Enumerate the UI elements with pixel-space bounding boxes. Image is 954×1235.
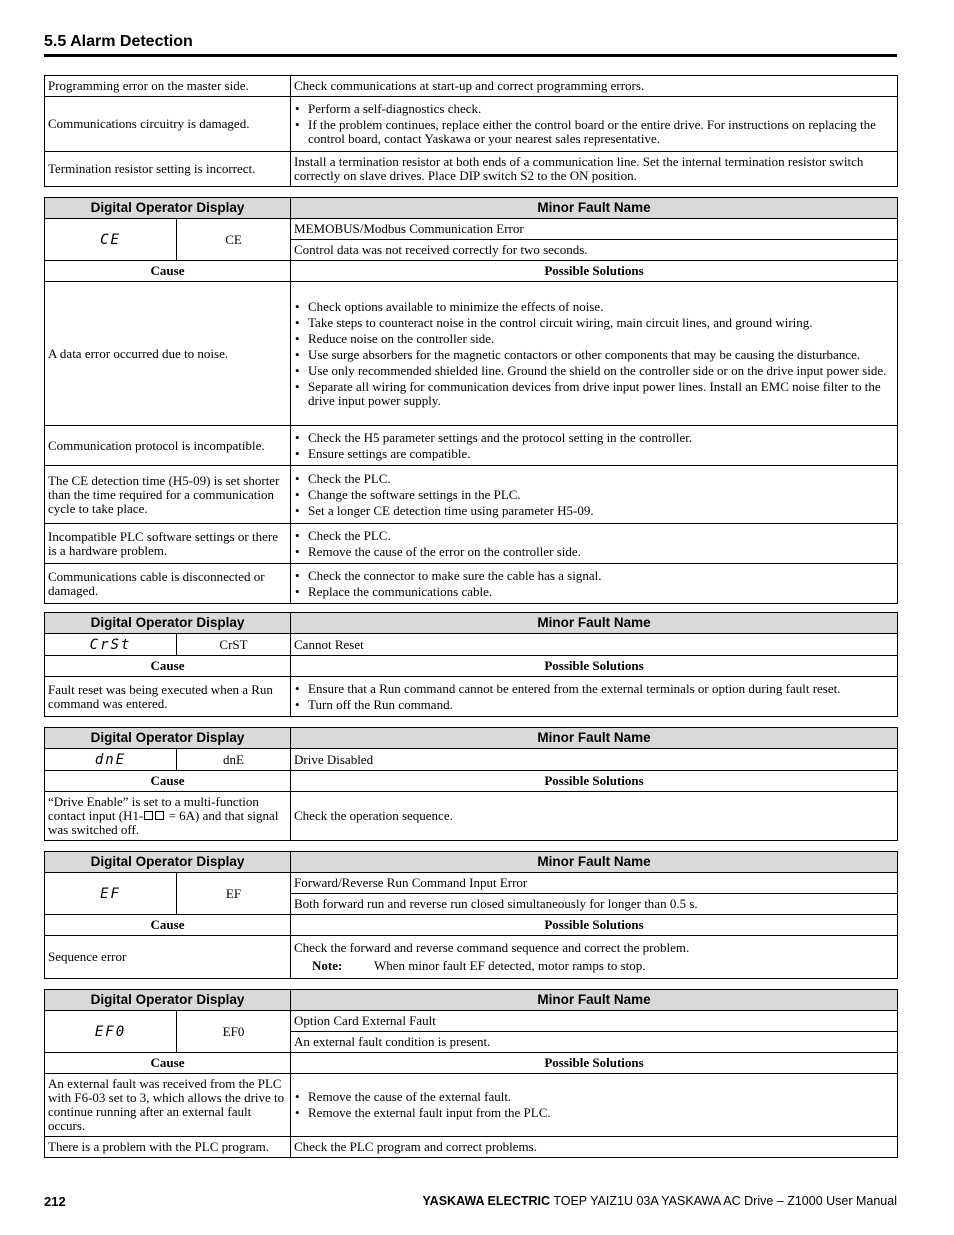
page-number: 212 <box>44 1194 66 1209</box>
fault-description-cell: Both forward run and reverse run closed simultaneously for longer than 0.5 s. <box>291 894 898 915</box>
display-header: Digital Operator Display <box>45 613 291 634</box>
table-row <box>45 1011 898 1032</box>
fault-name-cell: Forward/Reverse Run Command Input Error <box>291 873 898 894</box>
table-header-row <box>45 728 898 749</box>
table-row <box>45 677 898 717</box>
table-subheader-row <box>45 1053 898 1074</box>
table-row <box>45 936 898 979</box>
fault-name-cell: Cannot Reset <box>291 634 898 656</box>
table-row <box>45 792 898 841</box>
table-row <box>45 219 898 240</box>
cause-text-start: “Drive Enable” is set to a multi-function contact input (H1- <box>48 794 259 823</box>
cause-cell: There is a problem with the PLC program. <box>45 1137 291 1158</box>
led-display-cell <box>45 219 177 261</box>
solutions-header: Possible Solutions <box>291 261 898 282</box>
solution-cell: Check communications at start-up and correct programming errors. <box>291 76 898 97</box>
display-header: Digital Operator Display <box>45 728 291 749</box>
code-cell: CrST <box>177 634 291 656</box>
solution-list <box>294 529 894 559</box>
led-code: CE <box>100 231 121 248</box>
table-header-row <box>45 852 898 873</box>
cause-header: Cause <box>45 261 291 282</box>
solution-cell <box>291 282 898 426</box>
cause-cell: Incompatible PLC software settings or there is a hardware problem. <box>45 524 291 564</box>
list-item: • Check the PLC. <box>294 472 894 486</box>
cause-cell: Sequence error <box>45 936 291 979</box>
table-header-row <box>45 613 898 634</box>
table-subheader-row <box>45 771 898 792</box>
led-code: dnE <box>94 751 127 768</box>
list-item: • Check the PLC. <box>294 529 894 543</box>
placeholder-box-icon <box>155 811 164 820</box>
table-header-row <box>45 990 898 1011</box>
fault-name-header: Minor Fault Name <box>291 852 898 873</box>
table-row <box>45 97 898 152</box>
list-item: • Change the software settings in the PLC. <box>294 488 894 502</box>
list-item: • Remove the external fault input from the PLC. <box>294 1106 894 1120</box>
list-item: • Reduce noise on the controller side. <box>294 332 894 346</box>
led-display-cell <box>45 873 177 915</box>
fault-name-cell: MEMOBUS/Modbus Communication Error <box>291 219 898 240</box>
led-display-cell <box>45 634 177 656</box>
fault-name-header: Minor Fault Name <box>291 613 898 634</box>
cause-cell: A data error occurred due to noise. <box>45 282 291 426</box>
table-row <box>45 1074 898 1137</box>
table-row <box>45 524 898 564</box>
cause-cell: Fault reset was being executed when a Run command was entered. <box>45 677 291 717</box>
table-row <box>45 76 898 97</box>
code-cell: dnE <box>177 749 291 771</box>
list-item: • Check the H5 parameter settings and the protocol setting in the controller. <box>294 431 894 445</box>
solution-list <box>294 472 894 518</box>
table-row <box>45 426 898 466</box>
solution-list <box>294 682 894 712</box>
solution-list <box>294 300 894 408</box>
list-item: • Use surge absorbers for the magnetic contactors or other components that may be causing the disturbance. <box>294 348 894 362</box>
table-row <box>45 749 898 771</box>
fault-table-ef0 <box>44 989 898 1158</box>
list-item: • Separate all wiring for communication devices from drive input power lines. Install an EMC noise filter to the drive input power supply. <box>294 380 894 408</box>
solution-cell <box>291 426 898 466</box>
solution-cell <box>291 936 898 979</box>
fault-name-header: Minor Fault Name <box>291 728 898 749</box>
led-display-cell <box>45 1011 177 1053</box>
cause-cell: Communications cable is disconnected or damaged. <box>45 564 291 604</box>
solution-cell <box>291 1074 898 1137</box>
list-item: • If the problem continues, replace either the control board or the entire drive. For instructions on replacing the control board, contact Yaskawa or your nearest sales representative. <box>294 118 894 146</box>
solution-list <box>294 431 894 461</box>
cause-cell: An external fault was received from the PLC with F6-03 set to 3, which allows the drive to continue running after an external fault occurs. <box>45 1074 291 1137</box>
solution-cell <box>291 524 898 564</box>
solution-list <box>294 102 894 146</box>
table-row <box>45 564 898 604</box>
solution-cell: Install a termination resistor at both ends of a communication line. Set the internal termination resistor switch correctly on slave drives. Place DIP switch S2 to the ON position. <box>291 152 898 187</box>
header-rule <box>44 54 897 57</box>
led-code: EF0 <box>94 1023 127 1040</box>
list-item: • Ensure settings are compatible. <box>294 447 894 461</box>
solutions-header: Possible Solutions <box>291 771 898 792</box>
list-item: • Set a longer CE detection time using parameter H5-09. <box>294 504 894 518</box>
list-item: • Check the connector to make sure the cable has a signal. <box>294 569 894 583</box>
fault-table-ef <box>44 851 898 979</box>
list-item: • Remove the cause of the external fault. <box>294 1090 894 1104</box>
table-row <box>45 1137 898 1158</box>
led-display-cell <box>45 749 177 771</box>
cause-header: Cause <box>45 915 291 936</box>
list-item: • Replace the communications cable. <box>294 585 894 599</box>
display-header: Digital Operator Display <box>45 990 291 1011</box>
table-row <box>45 466 898 524</box>
table-row <box>45 152 898 187</box>
solutions-header: Possible Solutions <box>291 915 898 936</box>
cause-cell: Programming error on the master side. <box>45 76 291 97</box>
footer-doc-title: TOEP YAIZ1U 03A YASKAWA AC Drive – Z1000 User Manual <box>553 1194 897 1208</box>
cause-cell: Communications circuitry is damaged. <box>45 97 291 152</box>
cause-cell: The CE detection time (H5-09) is set shorter than the time required for a communication cycle to take place. <box>45 466 291 524</box>
table-header-row <box>45 198 898 219</box>
list-item: • Remove the cause of the error on the controller side. <box>294 545 894 559</box>
fault-description-cell: Control data was not received correctly for two seconds. <box>291 240 898 261</box>
placeholder-box-icon <box>144 811 153 820</box>
table-row <box>45 873 898 894</box>
solutions-header: Possible Solutions <box>291 1053 898 1074</box>
list-item: • Ensure that a Run command cannot be entered from the external terminals or option during fault reset. <box>294 682 894 696</box>
display-header: Digital Operator Display <box>45 198 291 219</box>
cause-header: Cause <box>45 771 291 792</box>
code-cell: EF <box>177 873 291 915</box>
solution-cell <box>291 97 898 152</box>
continued-cause-table <box>44 75 898 187</box>
solution-cell <box>291 564 898 604</box>
led-code: EF <box>100 885 121 902</box>
cause-cell: Communication protocol is incompatible. <box>45 426 291 466</box>
note <box>294 959 894 973</box>
note-label: Note: <box>312 958 343 973</box>
fault-name-cell: Drive Disabled <box>291 749 898 771</box>
list-item: • Take steps to counteract noise in the control circuit wiring, main circuit lines, and ground wiring. <box>294 316 894 330</box>
list-item: • Check options available to minimize the effects of noise. <box>294 300 894 314</box>
solution-text: Check the forward and reverse command sequence and correct the problem. <box>294 940 690 955</box>
fault-name-header: Minor Fault Name <box>291 990 898 1011</box>
footer-doc-info <box>422 1194 897 1208</box>
fault-table-ce <box>44 197 898 604</box>
fault-name-header: Minor Fault Name <box>291 198 898 219</box>
code-cell: CE <box>177 219 291 261</box>
table-row <box>45 634 898 656</box>
list-item: • Use only recommended shielded line. Ground the shield on the controller side or on the drive input power side. <box>294 364 894 378</box>
solution-cell: Check the operation sequence. <box>291 792 898 841</box>
cause-cell <box>45 792 291 841</box>
note-text: When minor fault EF detected, motor ramps to stop. <box>374 958 646 973</box>
footer-brand: YASKAWA ELECTRIC <box>422 1194 551 1208</box>
code-cell: EF0 <box>177 1011 291 1053</box>
solution-cell <box>291 466 898 524</box>
led-code: CrSt <box>89 636 132 653</box>
solution-list <box>294 1090 894 1120</box>
table-subheader-row <box>45 261 898 282</box>
solutions-header: Possible Solutions <box>291 656 898 677</box>
fault-table-crst <box>44 612 898 717</box>
cause-header: Cause <box>45 656 291 677</box>
cause-text-end: = 6A) and that signal was switched off. <box>48 808 279 837</box>
table-row <box>45 282 898 426</box>
list-item: • Turn off the Run command. <box>294 698 894 712</box>
solution-cell <box>291 677 898 717</box>
list-item: • Perform a self-diagnostics check. <box>294 102 894 116</box>
fault-description-cell: An external fault condition is present. <box>291 1032 898 1053</box>
display-header: Digital Operator Display <box>45 852 291 873</box>
cause-header: Cause <box>45 1053 291 1074</box>
table-subheader-row <box>45 915 898 936</box>
section-title: 5.5 Alarm Detection <box>44 33 193 50</box>
solution-list <box>294 569 894 599</box>
fault-name-cell: Option Card External Fault <box>291 1011 898 1032</box>
fault-table-dne <box>44 727 898 841</box>
table-subheader-row <box>45 656 898 677</box>
solution-cell: Check the PLC program and correct problems. <box>291 1137 898 1158</box>
cause-cell: Termination resistor setting is incorrect. <box>45 152 291 187</box>
